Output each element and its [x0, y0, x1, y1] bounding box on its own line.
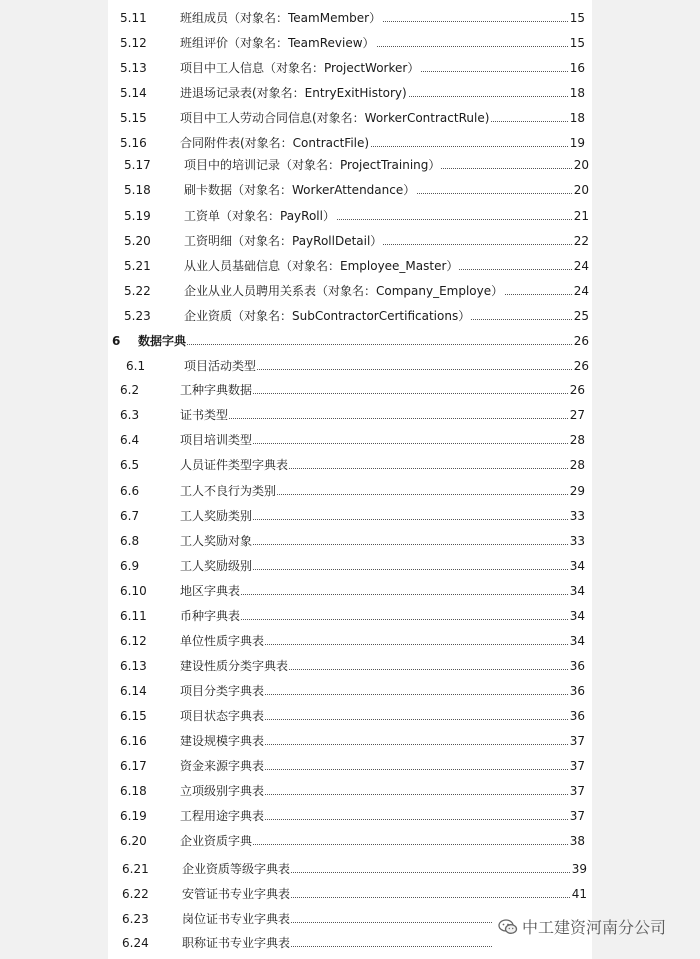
- toc-entry-title: 币种字典表: [180, 606, 241, 626]
- toc-entry[interactable]: [120, 405, 585, 425]
- toc-entry[interactable]: [120, 806, 585, 826]
- toc-entry[interactable]: [124, 155, 589, 175]
- toc-entry[interactable]: [124, 206, 589, 226]
- toc-entry-title: 建设规模字典表: [180, 731, 265, 751]
- leader-dots: [180, 418, 570, 419]
- toc-entry-number: 5.20: [124, 234, 151, 248]
- toc-entry-title: 企业资质等级字典表: [182, 859, 291, 879]
- toc-entry[interactable]: [124, 281, 589, 301]
- toc-entry[interactable]: [120, 133, 585, 153]
- toc-entry[interactable]: [120, 631, 585, 651]
- toc-entry-number: 6.18: [120, 784, 147, 798]
- toc-entry-number: 5.23: [124, 309, 151, 323]
- toc-entry[interactable]: [120, 681, 585, 701]
- toc-entry-number: 6.24: [122, 936, 149, 950]
- toc-entry-title: 刷卡数据（对象名：WorkerAttendance）: [184, 180, 416, 200]
- toc-entry-number: 5.12: [120, 36, 147, 50]
- toc-entry-page: 41: [571, 884, 587, 904]
- toc-entry[interactable]: [120, 731, 585, 751]
- toc-entry-title: 地区字典表: [180, 581, 241, 601]
- toc-entry-number: 5.16: [120, 136, 147, 150]
- toc-entry-title: 项目中的培训记录（对象名：ProjectTraining）: [184, 155, 441, 175]
- toc-entry-number: 5.17: [124, 158, 151, 172]
- toc-entry[interactable]: [120, 656, 585, 676]
- toc-entry-number: 6.3: [120, 408, 140, 422]
- toc-entry-page: 15: [569, 33, 585, 53]
- toc-entry-page: 34: [569, 606, 585, 626]
- toc-entry-page: 29: [569, 481, 585, 501]
- toc-entry-title: 工人奖励级别: [180, 556, 253, 576]
- toc-entry-page: 36: [569, 656, 585, 676]
- toc-entry-number: 6: [112, 334, 121, 348]
- toc-entry[interactable]: [120, 706, 585, 726]
- toc-entry-page: 37: [569, 731, 585, 751]
- toc-entry-number: 5.11: [120, 11, 147, 25]
- toc-entry-number: 6.19: [120, 809, 147, 823]
- toc-entry[interactable]: [120, 108, 585, 128]
- toc-entry-number: 5.14: [120, 86, 147, 100]
- toc-entry-page: 34: [569, 556, 585, 576]
- toc-entry-number: 6.17: [120, 759, 147, 773]
- toc-entry-title: 班组成员（对象名：TeamMember）: [180, 8, 382, 28]
- toc-entry-title: 班组评价（对象名：TeamReview）: [180, 33, 376, 53]
- toc-entry-number: 6.5: [120, 458, 140, 472]
- toc-entry-number: 6.2: [120, 383, 140, 397]
- toc-entry-page: 18: [569, 83, 585, 103]
- toc-entry-title: 建设性质分类字典表: [180, 656, 289, 676]
- toc-entry[interactable]: [120, 455, 585, 475]
- toc-entry-page: 37: [569, 806, 585, 826]
- toc-entry-title: 工资单（对象名：PayRoll）: [184, 206, 336, 226]
- toc-entry-page: 24: [573, 256, 589, 276]
- wechat-icon: [498, 919, 518, 935]
- toc-entry-number: 5.15: [120, 111, 147, 125]
- toc-entry-page: 37: [569, 756, 585, 776]
- toc-entry[interactable]: [120, 506, 585, 526]
- toc-entry-title: 项目分类字典表: [180, 681, 265, 701]
- leader-dots: [138, 344, 574, 345]
- toc-entry-number: 6.21: [122, 862, 149, 876]
- toc-entry[interactable]: [120, 756, 585, 776]
- toc-entry-number: 5.13: [120, 61, 147, 75]
- toc-entry[interactable]: [124, 256, 589, 276]
- watermark: [498, 916, 666, 940]
- toc-entry[interactable]: [120, 531, 585, 551]
- toc-entry-page: 26: [573, 331, 589, 351]
- toc-entry[interactable]: [120, 581, 585, 601]
- toc-entry-number: 6.23: [122, 912, 149, 926]
- toc-entry-page: 34: [569, 631, 585, 651]
- toc-entry-page: 36: [569, 706, 585, 726]
- toc-entry-title: 合同附件表(对象名：ContractFile): [180, 133, 370, 153]
- toc-entry[interactable]: [120, 33, 585, 53]
- toc-entry[interactable]: [120, 556, 585, 576]
- toc-entry[interactable]: [122, 933, 492, 953]
- toc-entry-number: 6.11: [120, 609, 147, 623]
- toc-entry-number: 6.8: [120, 534, 140, 548]
- toc-entry-title: 企业资质字典: [180, 831, 253, 851]
- toc-entry-title: 岗位证书专业字典表: [182, 909, 291, 929]
- toc-entry-page: 20: [573, 155, 589, 175]
- toc-entry-page: 33: [569, 506, 585, 526]
- toc-entry-page: 27: [569, 405, 585, 425]
- toc-entry[interactable]: [120, 430, 585, 450]
- toc-entry-title: 人员证件类型字典表: [180, 455, 289, 475]
- toc-entry[interactable]: [124, 231, 589, 251]
- toc-entry[interactable]: [122, 859, 587, 879]
- toc-entry-title: 安管证书专业字典表: [182, 884, 291, 904]
- toc-entry[interactable]: [120, 58, 585, 78]
- toc-entry-title: 工程用途字典表: [180, 806, 265, 826]
- toc-entry-page: 28: [569, 430, 585, 450]
- toc-entry-page: 34: [569, 581, 585, 601]
- toc-entry[interactable]: [120, 831, 585, 851]
- toc-chapter[interactable]: [112, 331, 589, 351]
- toc-entry-page: 15: [569, 8, 585, 28]
- toc-entry-title: 项目状态字典表: [180, 706, 265, 726]
- toc-entry-number: 6.13: [120, 659, 147, 673]
- toc-entry-page: 26: [569, 380, 585, 400]
- toc-entry-title: 项目活动类型: [184, 356, 257, 376]
- toc-entry-title: 资金来源字典表: [180, 756, 265, 776]
- toc-entry-title: 立项级别字典表: [180, 781, 265, 801]
- toc-entry-number: 6.1: [126, 359, 146, 373]
- toc-entry-title: 项目中工人劳动合同信息(对象名：WorkerContractRule): [180, 108, 490, 128]
- toc-entry-page: 36: [569, 681, 585, 701]
- toc-entry-title: 企业从业人员聘用关系表（对象名：Company_Employe）: [184, 281, 504, 301]
- toc-entry-number: 5.21: [124, 259, 151, 273]
- toc-entry-title: 数据字典: [138, 331, 187, 351]
- toc-entry-title: 项目中工人信息（对象名：ProjectWorker）: [180, 58, 420, 78]
- toc-entry-page: 25: [573, 306, 589, 326]
- toc-entry-number: 6.14: [120, 684, 147, 698]
- toc-entry-title: 职称证书专业字典表: [182, 933, 291, 953]
- toc-entry-page: 18: [569, 108, 585, 128]
- toc-entry[interactable]: [120, 606, 585, 626]
- toc-entry-number: 6.20: [120, 834, 147, 848]
- toc-entry[interactable]: [120, 481, 585, 501]
- toc-entry-title: 进退场记录表(对象名：EntryExitHistory): [180, 83, 408, 103]
- toc-entry-title: 项目培训类型: [180, 430, 253, 450]
- toc-entry[interactable]: [120, 83, 585, 103]
- toc-entry-title: 证书类型: [180, 405, 229, 425]
- toc-entry-page: 24: [573, 281, 589, 301]
- toc-entry-title: 工人奖励对象: [180, 531, 253, 551]
- toc-entry-page: 19: [569, 133, 585, 153]
- toc-entry-page: 39: [571, 859, 587, 879]
- toc-entry-number: 5.18: [124, 183, 151, 197]
- toc-entry-number: 6.6: [120, 484, 140, 498]
- toc-entry-number: 5.22: [124, 284, 151, 298]
- watermark-text: 中工建资河南分公司: [522, 918, 667, 937]
- toc-entry-page: 20: [573, 180, 589, 200]
- toc-entry-title: 工人不良行为类别: [180, 481, 277, 501]
- toc-entry-number: 6.22: [122, 887, 149, 901]
- toc-entry-number: 6.12: [120, 634, 147, 648]
- toc-entry-number: 6.10: [120, 584, 147, 598]
- toc-entry-page: 38: [569, 831, 585, 851]
- toc-entry[interactable]: [124, 306, 589, 326]
- toc-entry-title: 工人奖励类别: [180, 506, 253, 526]
- toc-entry-page: 33: [569, 531, 585, 551]
- toc-entry-number: 6.9: [120, 559, 140, 573]
- toc-entry[interactable]: [120, 781, 585, 801]
- toc-entry-number: 5.19: [124, 209, 151, 223]
- toc-entry-number: 6.7: [120, 509, 140, 523]
- toc-entry[interactable]: [122, 909, 492, 929]
- toc-entry-number: 6.4: [120, 433, 140, 447]
- toc-entry[interactable]: [120, 8, 585, 28]
- toc-entry[interactable]: [122, 884, 587, 904]
- toc-entry-page: 28: [569, 455, 585, 475]
- toc-entry-page: 16: [569, 58, 585, 78]
- toc-entry[interactable]: [124, 180, 589, 200]
- toc-entry-page: 37: [569, 781, 585, 801]
- toc-entry[interactable]: [126, 356, 589, 376]
- toc-entry-title: 单位性质字典表: [180, 631, 265, 651]
- toc-entry-number: 6.16: [120, 734, 147, 748]
- toc-entry-page: 26: [573, 356, 589, 376]
- toc-entry-page: 21: [573, 206, 589, 226]
- toc-entry-page: 22: [573, 231, 589, 251]
- toc-entry-title: 工种字典数据: [180, 380, 253, 400]
- toc-entry-title: 从业人员基础信息（对象名：Employee_Master）: [184, 256, 459, 276]
- toc-entry-title: 工资明细（对象名：PayRollDetail）: [184, 231, 383, 251]
- toc-entry-title: 企业资质（对象名：SubContractorCertifications）: [184, 306, 471, 326]
- toc-entry-number: 6.15: [120, 709, 147, 723]
- toc-entry[interactable]: [120, 380, 585, 400]
